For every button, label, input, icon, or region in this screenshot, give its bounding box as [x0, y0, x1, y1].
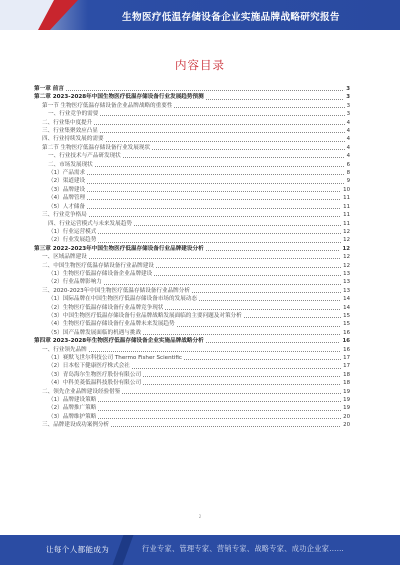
toc-dot-leader [206, 250, 341, 251]
toc-entry-title: 三、行业竞争格局 [42, 212, 87, 219]
toc-dot-leader [244, 317, 341, 318]
toc-entry-title: 二、领先企业品牌建设经验借鉴 [42, 388, 121, 395]
toc-entry-title: （1）国际品牌在中国生物医疗低温存储设备市场的发展动态 [48, 296, 197, 303]
toc-dot-leader [184, 359, 341, 360]
toc-entry-title: 一、行业领先品牌 [42, 346, 87, 353]
toc-entry-title: （1）品牌建设策略 [48, 397, 97, 404]
toc-entry[interactable] [34, 110, 350, 118]
toc-entry-page: 19 [343, 388, 350, 395]
toc-entry-page: 15 [343, 312, 350, 319]
toc-entry-page: 11 [343, 203, 350, 210]
toc-entry-title: （3）品牌维护策略 [48, 413, 97, 420]
footer-banner [0, 535, 400, 565]
toc-entry-title: 二、中国生物医疗低温存储设备行业品牌建设 [42, 262, 154, 269]
toc-heading: 内容目录 [175, 58, 225, 72]
toc-entry-page: 11 [343, 220, 350, 227]
toc-dot-leader [87, 174, 344, 175]
toc-entry[interactable] [34, 262, 350, 270]
toc-entry[interactable] [34, 245, 350, 253]
toc-dot-leader [111, 426, 341, 427]
toc-entry-page: 16 [342, 338, 350, 345]
toc-dot-leader [87, 183, 344, 184]
toc-entry-page: 14 [343, 296, 350, 303]
toc-entry-title: （5）人才储备 [48, 203, 86, 210]
toc-entry-title: 第二章 2023-2028年中国生物医疗低温存储设备行业发展趋势预测 [34, 94, 204, 101]
toc-entry-page: 20 [343, 422, 350, 429]
toc-entry-page: 9 [346, 178, 350, 185]
toc-entry-title: （2）生物医疗低温存储设备行业品牌竞争现状 [48, 304, 164, 311]
toc-entry-title: （2）行业发展趋势 [48, 237, 97, 244]
toc-entry-page: 20 [343, 413, 350, 420]
toc-entry-title: 第三章 2022-2023年中国生物医疗低温存储设备行业品牌建设分析 [34, 245, 204, 252]
toc-entry-page: 6 [346, 161, 350, 168]
toc-entry-page: 4 [346, 144, 350, 151]
toc-entry[interactable] [34, 228, 350, 236]
toc-dot-leader [132, 368, 341, 369]
toc-entry-page: 4 [346, 153, 350, 160]
toc-dot-leader [199, 300, 341, 301]
toc-dot-leader [106, 141, 345, 142]
toc-dot-leader [104, 284, 341, 285]
toc-entry-title: （1）产品需求 [48, 170, 86, 177]
toc-entry-page: 12 [343, 228, 350, 235]
toc-entry[interactable] [34, 119, 350, 127]
toc-entry[interactable] [34, 135, 350, 143]
toc-entry[interactable] [34, 354, 350, 362]
toc-dot-leader [98, 401, 341, 402]
toc-entry-page: 3 [346, 86, 350, 92]
toc-entry[interactable] [34, 346, 350, 354]
toc-dot-leader [98, 418, 341, 419]
toc-dot-leader [98, 410, 341, 411]
toc-dot-leader [98, 233, 341, 234]
toc-entry-title: （3）青岛海尔生物医疗股份有限公司 [48, 371, 142, 378]
toc-entry-title: 一、行业技术与产品研发现状 [48, 153, 121, 160]
toc-dot-leader [143, 334, 341, 335]
toc-entry-page: 4 [346, 136, 350, 143]
toc-entry[interactable] [34, 379, 350, 387]
toc-dot-leader [143, 376, 341, 377]
toc-entry[interactable] [34, 161, 350, 169]
toc-entry-page: 4 [346, 119, 350, 126]
toc-dot-leader [98, 242, 341, 243]
toc-entry-page: 16 [343, 346, 350, 353]
toc-dot-leader [192, 292, 341, 293]
toc-entry[interactable] [34, 270, 350, 278]
toc-entry-title: 第二节 生物医疗低温存储设备行业发展现状 [42, 144, 151, 151]
toc-dot-leader [89, 258, 341, 259]
toc-entry-page: 18 [343, 371, 350, 378]
toc-entry-page: 14 [343, 304, 350, 311]
toc-entry-title: （2）渠道建设 [48, 178, 86, 185]
toc-entry-title: 四、行业运营模式与未来发展趋势 [48, 220, 132, 227]
footer-divider [113, 535, 134, 565]
toc-entry[interactable] [34, 169, 350, 177]
toc-entry[interactable] [34, 421, 350, 429]
toc-entry-title: 三、2020-2023年中国生物医疗低温存储设备行业品牌分析 [42, 287, 190, 294]
toc-entry-title: （5）国产品牌发展面临的机遇与挑战 [48, 329, 142, 336]
toc-entry-title: （4）中科美菱低温科技股份有限公司 [48, 380, 142, 387]
report-title: 生物医疗低温存储设备企业实施品牌战略研究报告 [122, 12, 340, 23]
toc-entry[interactable] [34, 194, 350, 202]
toc-entry[interactable] [34, 152, 350, 160]
toc-dot-leader [165, 309, 341, 310]
toc-entry-page: 19 [343, 397, 350, 404]
toc-dot-leader [87, 191, 341, 192]
toc-dot-leader [89, 216, 341, 217]
toc-entry[interactable] [34, 278, 350, 286]
toc-entry[interactable] [34, 85, 350, 93]
toc-entry-page: 15 [343, 321, 350, 328]
toc-entry-title: （1）赛默飞世尔科技公司 Thermo Fisher Scientific [48, 355, 182, 361]
toc-entry-title: 第四章 2023-2028年生物医疗低温存储设备企业实施品牌战略分析 [34, 338, 204, 345]
toc-entry-title: （3）中国生物医疗低温存储设备行业品牌战略发展面临的主要问题及对策分析 [48, 312, 242, 319]
toc-entry[interactable] [34, 127, 350, 135]
footer-slogan: 让每个人都能成为 [46, 545, 110, 554]
toc-entry-page: 8 [346, 170, 350, 177]
toc-entry[interactable] [34, 102, 350, 110]
toc-entry-title: 四、行业持续发展的需要 [42, 136, 104, 143]
toc-entry-title: （2）行业品牌影响力 [48, 279, 102, 286]
toc-entry[interactable] [34, 295, 350, 303]
toc-entry[interactable] [34, 304, 350, 312]
toc-entry-page: 19 [343, 405, 350, 412]
toc-entry[interactable] [34, 186, 350, 194]
toc-dot-leader [66, 90, 344, 91]
toc-dot-leader [87, 208, 341, 209]
toc-entry-page: 3 [346, 111, 350, 118]
toc-entry-page: 11 [343, 195, 350, 202]
table-of-contents [34, 85, 350, 430]
toc-entry[interactable] [34, 337, 350, 345]
toc-entry-page: 12 [343, 262, 350, 269]
toc-entry-page: 13 [343, 279, 350, 286]
toc-entry-title: 三、品牌建设成功案例分析 [42, 422, 110, 429]
toc-entry-title: （3）品牌建设 [48, 186, 86, 193]
toc-entry[interactable] [34, 220, 350, 228]
toc-entry[interactable] [34, 203, 350, 211]
toc-dot-leader [143, 384, 341, 385]
toc-entry[interactable] [34, 287, 350, 295]
toc-dot-leader [100, 115, 344, 116]
toc-entry-title: （4）生物医疗低温存储设备行业品牌未来发展趋势 [48, 321, 175, 328]
toc-entry-title: 一、区域品牌建设 [42, 254, 87, 261]
toc-entry-title: （4）品牌管理 [48, 195, 86, 202]
toc-entry[interactable] [34, 211, 350, 219]
toc-dot-leader [95, 166, 345, 167]
toc-dot-leader [100, 132, 345, 133]
toc-entry-title: 一、行业竞争的需要 [48, 111, 99, 118]
toc-entry-title: （2）品牌推广策略 [48, 405, 97, 412]
toc-entry-title: 三、行业集聚效应凸显 [42, 128, 98, 135]
toc-entry[interactable] [34, 388, 350, 396]
toc-entry-page: 12 [343, 237, 350, 244]
toc-entry[interactable] [34, 144, 350, 152]
toc-entry[interactable] [34, 236, 350, 244]
toc-entry-page: 12 [343, 254, 350, 261]
toc-dot-leader [206, 99, 345, 100]
toc-entry-page: 16 [343, 329, 350, 336]
toc-entry-page: 13 [343, 270, 350, 277]
toc-entry-title: （1）行业运营模式 [48, 228, 97, 235]
toc-entry-page: 10 [343, 186, 350, 193]
toc-dot-leader [122, 393, 341, 394]
toc-dot-leader [174, 107, 344, 108]
toc-dot-leader [177, 326, 342, 327]
header-banner [0, 0, 400, 30]
toc-dot-leader [89, 351, 341, 352]
toc-dot-leader [123, 157, 345, 158]
toc-entry-page: 12 [342, 245, 350, 252]
toc-entry-title: （1）生物医疗低温存储设备企业品牌建设 [48, 270, 153, 277]
toc-entry[interactable] [34, 93, 350, 101]
toc-entry[interactable] [34, 413, 350, 421]
toc-entry-title: 第一章 前言 [34, 86, 64, 92]
toc-entry-title: 二、市场发展现状 [48, 161, 93, 168]
toc-entry-page: 17 [343, 355, 350, 361]
footer-tagline: 行业专家、管理专家、营销专家、战略专家、成功企业家…… [142, 544, 345, 553]
toc-dot-leader [206, 342, 341, 343]
toc-entry[interactable] [34, 362, 350, 370]
toc-entry-page: 17 [343, 363, 350, 370]
toc-dot-leader [134, 225, 341, 226]
toc-entry-title: 二、行业集中度提升 [42, 119, 93, 126]
toc-entry[interactable] [34, 404, 350, 412]
toc-entry-page: 3 [346, 102, 350, 109]
toc-entry[interactable] [34, 396, 350, 404]
toc-dot-leader [152, 149, 345, 150]
toc-dot-leader [94, 124, 344, 125]
toc-entry[interactable] [34, 320, 350, 328]
toc-dot-leader [156, 267, 341, 268]
toc-entry-page: 3 [346, 94, 350, 101]
toc-entry-page: 4 [346, 128, 350, 135]
toc-entry[interactable] [34, 177, 350, 185]
toc-dot-leader [154, 275, 341, 276]
toc-dot-leader [87, 199, 341, 200]
toc-entry-page: 18 [343, 380, 350, 387]
toc-entry-page: 11 [343, 212, 350, 219]
toc-entry[interactable] [34, 371, 350, 379]
toc-entry[interactable] [34, 312, 350, 320]
page-number: 2 [198, 514, 202, 519]
toc-entry-title: （2）日本松下健康医疗株式会社 [48, 363, 130, 370]
toc-entry[interactable] [34, 329, 350, 337]
toc-entry-title: 第一节 生物医疗低温存储设备企业品牌战略的重要性 [42, 102, 173, 109]
toc-entry-page: 13 [343, 287, 350, 294]
toc-entry[interactable] [34, 253, 350, 261]
